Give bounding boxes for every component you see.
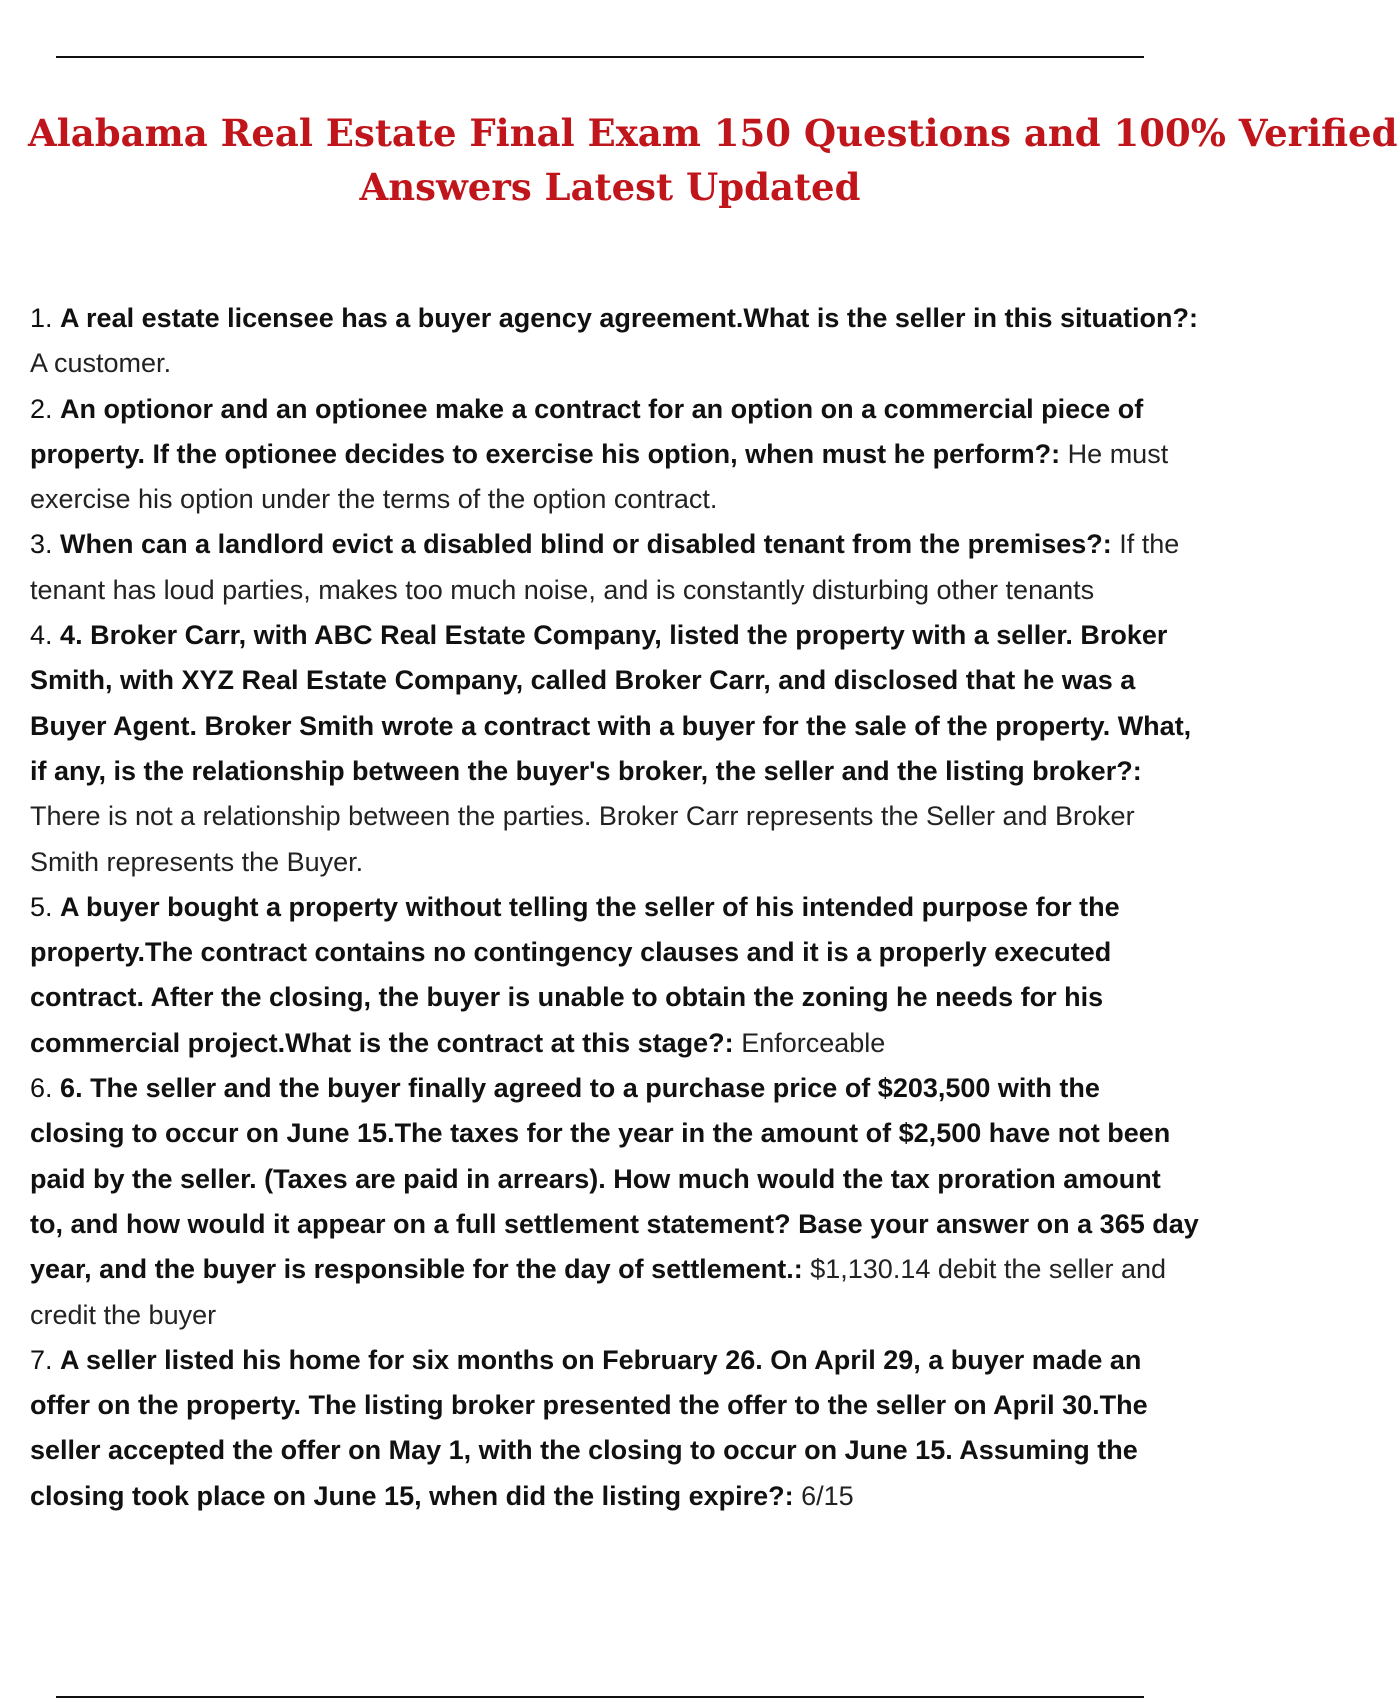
answer-text: He must exercise his option under the terms of the option contract.	[30, 438, 1169, 515]
question-number: 4.	[30, 620, 53, 651]
title-line-2: Answers Latest Updated	[359, 165, 861, 209]
title-line-1: Alabama Real Estate Final Exam 150 Questions and 100% Verified	[28, 111, 1397, 155]
answer-text: A customer.	[30, 348, 172, 379]
question-item-1	[30, 296, 1200, 387]
answer-text: If the tenant has loud parties, makes too much noise, and is constantly disturbing other tenants	[30, 529, 1180, 605]
question-item-5	[30, 885, 1200, 1066]
question-number: 6.	[30, 1073, 53, 1104]
question-text: A seller listed his home for six months on February 26. On April 29, a buyer made an offer on the property. The listing broker presented the offer to the seller on April 30.The seller accepted the offer on May 1, with the closing to occur on June 15. Assuming the closing took place on June 15, when did the listing expire?:	[30, 1344, 1148, 1511]
question-text: 6. The seller and the buyer finally agreed to a purchase price of $203,500 with the closing to occur on June 15.The taxes for the year in the amount of $2,500 have not been paid by the seller. (Taxes are paid in arrears). How much would the tax proration amount to, and how would it appear on a full settlement statement? Base your answer on a 365 day year, and the buyer is responsible for the day of settlement.:	[30, 1073, 1199, 1285]
question-item-6	[30, 1066, 1200, 1338]
question-number: 7.	[30, 1344, 53, 1375]
question-text: A real estate licensee has a buyer agency agreement.What is the seller in this situation?:	[60, 303, 1198, 333]
top-divider	[56, 56, 1144, 58]
question-text: When can a landlord evict a disabled blind or disabled tenant from the premises?:	[60, 529, 1112, 560]
question-item-7	[30, 1338, 1200, 1519]
question-number: 2.	[30, 393, 53, 424]
answer-text: $1,130.14 debit the seller and credit the buyer	[30, 1254, 1167, 1330]
answer-text: There is not a relationship between the parties. Broker Carr represents the Seller and Broker Smith represents the Buyer.	[30, 801, 1135, 877]
document-title	[0, 106, 1397, 214]
question-number: 3.	[30, 529, 53, 560]
answer-text: 6/15	[801, 1480, 854, 1511]
question-number: 5.	[30, 891, 53, 922]
question-text: 4. Broker Carr, with ABC Real Estate Company, listed the property with a seller. Broker Smith, with XYZ Real Estate Company, called Broker Carr, and disclosed that he was a Buyer Agent. Broker Smith wrote a contract with a buyer for the sale of the property. What, if any, is the relationship between the buyer's broker, the seller and the listing broker?:	[30, 620, 1192, 786]
question-item-3	[30, 522, 1200, 613]
question-item-4	[30, 613, 1200, 885]
question-number: 1.	[30, 303, 53, 333]
bottom-divider	[56, 1696, 1144, 1698]
question-item-2	[30, 387, 1200, 523]
question-text: A buyer bought a property without telling the seller of his intended purpose for the property.The contract contains no contingency clauses and it is a properly executed contract. After the closing, the buyer is unable to obtain the zoning he needs for his commercial project.What is the contract at this stage?:	[30, 891, 1120, 1058]
question-list	[30, 296, 1200, 1519]
question-text: An optionor and an optionee make a contract for an option on a commercial piece of property. If the optionee decides to exercise his option, when must he perform?:	[30, 393, 1144, 469]
answer-text: Enforceable	[741, 1027, 886, 1058]
